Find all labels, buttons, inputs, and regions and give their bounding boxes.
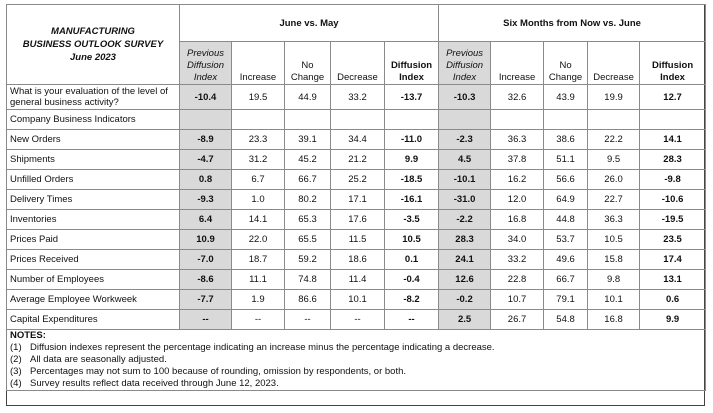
value-cell: 18.7 bbox=[232, 250, 285, 270]
value-cell: -19.5 bbox=[640, 210, 706, 230]
value-cell: 10.9 bbox=[180, 230, 232, 250]
indicator-row bbox=[7, 190, 706, 210]
value-cell: 23.3 bbox=[232, 130, 285, 150]
value-cell: 9.9 bbox=[640, 310, 706, 330]
value-cell: 28.3 bbox=[640, 150, 706, 170]
value-cell: -2.2 bbox=[439, 210, 491, 230]
value-cell: 44.8 bbox=[544, 210, 588, 230]
question-label: What is your evaluation of the level of general business activity? bbox=[7, 85, 180, 110]
value-cell: 12.6 bbox=[439, 270, 491, 290]
value-cell: 44.9 bbox=[285, 85, 331, 110]
value-cell: -18.5 bbox=[385, 170, 439, 190]
shaded-empty-cell bbox=[180, 110, 232, 130]
value-cell: 15.8 bbox=[588, 250, 640, 270]
value-cell: 32.6 bbox=[491, 85, 544, 110]
value-cell: 14.1 bbox=[640, 130, 706, 150]
indicator-row bbox=[7, 170, 706, 190]
value-cell: -8.2 bbox=[385, 290, 439, 310]
empty-cell bbox=[491, 110, 544, 130]
indicator-row bbox=[7, 290, 706, 310]
indicator-label: Inventories bbox=[7, 210, 180, 230]
note-item: (2) All data are seasonally adjusted. bbox=[10, 354, 167, 365]
indicator-row bbox=[7, 230, 706, 250]
value-cell: 56.6 bbox=[544, 170, 588, 190]
value-cell: 80.2 bbox=[285, 190, 331, 210]
value-cell: 31.2 bbox=[232, 150, 285, 170]
value-cell: 2.5 bbox=[439, 310, 491, 330]
empty-cell bbox=[285, 110, 331, 130]
value-cell: -- bbox=[385, 310, 439, 330]
value-cell: -9.8 bbox=[640, 170, 706, 190]
value-cell: 4.5 bbox=[439, 150, 491, 170]
value-cell: 10.7 bbox=[491, 290, 544, 310]
indicator-label: New Orders bbox=[7, 130, 180, 150]
survey-title-line: June 2023 bbox=[70, 52, 116, 63]
value-cell: -10.6 bbox=[640, 190, 706, 210]
value-cell: 36.3 bbox=[588, 210, 640, 230]
value-cell: 11.5 bbox=[331, 230, 385, 250]
value-cell: -2.3 bbox=[439, 130, 491, 150]
value-cell: 18.6 bbox=[331, 250, 385, 270]
value-cell: 6.7 bbox=[232, 170, 285, 190]
value-cell: 17.6 bbox=[331, 210, 385, 230]
indicator-label: Unfilled Orders bbox=[7, 170, 180, 190]
value-cell: 16.8 bbox=[588, 310, 640, 330]
value-cell: 43.9 bbox=[544, 85, 588, 110]
value-cell: 17.1 bbox=[331, 190, 385, 210]
section-label: Company Business Indicators bbox=[7, 110, 180, 130]
value-cell: 24.1 bbox=[439, 250, 491, 270]
indicator-row bbox=[7, 270, 706, 290]
empty-cell bbox=[385, 110, 439, 130]
value-cell: 36.3 bbox=[491, 130, 544, 150]
indicator-label: Delivery Times bbox=[7, 190, 180, 210]
value-cell: -- bbox=[232, 310, 285, 330]
section-row bbox=[7, 110, 706, 130]
survey-table bbox=[6, 4, 706, 391]
value-cell: -10.3 bbox=[439, 85, 491, 110]
value-cell: -10.4 bbox=[180, 85, 232, 110]
value-cell: 26.7 bbox=[491, 310, 544, 330]
col-header-increase: Increase bbox=[491, 42, 544, 85]
value-cell: 12.7 bbox=[640, 85, 706, 110]
value-cell: 51.1 bbox=[544, 150, 588, 170]
value-cell: 16.2 bbox=[491, 170, 544, 190]
indicator-label: Average Employee Workweek bbox=[7, 290, 180, 310]
indicator-row bbox=[7, 250, 706, 270]
group-header-future: Six Months from Now vs. June bbox=[439, 5, 706, 42]
value-cell: 66.7 bbox=[285, 170, 331, 190]
note-item: (4) Survey results reflect data received through June 12, 2023. bbox=[10, 378, 279, 389]
value-cell: -4.7 bbox=[180, 150, 232, 170]
value-cell: 9.5 bbox=[588, 150, 640, 170]
value-cell: 22.7 bbox=[588, 190, 640, 210]
col-header-previous-diffusion: Previous Diffusion Index bbox=[439, 42, 491, 85]
value-cell: 49.6 bbox=[544, 250, 588, 270]
value-cell: -11.0 bbox=[385, 130, 439, 150]
value-cell: 53.7 bbox=[544, 230, 588, 250]
col-header-no-change: No Change bbox=[285, 42, 331, 85]
value-cell: 6.4 bbox=[180, 210, 232, 230]
value-cell: -- bbox=[331, 310, 385, 330]
value-cell: 45.2 bbox=[285, 150, 331, 170]
notes-title: NOTES: bbox=[10, 330, 46, 341]
empty-cell bbox=[588, 110, 640, 130]
value-cell: -13.7 bbox=[385, 85, 439, 110]
value-cell: 74.8 bbox=[285, 270, 331, 290]
survey-title-line: MANUFACTURING bbox=[51, 26, 135, 37]
survey-title bbox=[7, 5, 180, 85]
value-cell: 17.4 bbox=[640, 250, 706, 270]
indicator-label: Capital Expenditures bbox=[7, 310, 180, 330]
value-cell: -7.7 bbox=[180, 290, 232, 310]
value-cell: 25.2 bbox=[331, 170, 385, 190]
value-cell: -31.0 bbox=[439, 190, 491, 210]
value-cell: 21.2 bbox=[331, 150, 385, 170]
notes-row bbox=[7, 330, 706, 391]
value-cell: 26.0 bbox=[588, 170, 640, 190]
value-cell: 22.2 bbox=[588, 130, 640, 150]
value-cell: 10.1 bbox=[331, 290, 385, 310]
question-row bbox=[7, 85, 706, 110]
header-row-groups bbox=[7, 5, 706, 42]
value-cell: 10.1 bbox=[588, 290, 640, 310]
indicator-row bbox=[7, 150, 706, 170]
col-header-increase: Increase bbox=[232, 42, 285, 85]
shaded-empty-cell bbox=[439, 110, 491, 130]
value-cell: -- bbox=[285, 310, 331, 330]
value-cell: 9.9 bbox=[385, 150, 439, 170]
value-cell: 59.2 bbox=[285, 250, 331, 270]
value-cell: 13.1 bbox=[640, 270, 706, 290]
value-cell: 0.6 bbox=[640, 290, 706, 310]
value-cell: 0.1 bbox=[385, 250, 439, 270]
group-header-current: June vs. May bbox=[180, 5, 439, 42]
value-cell: 0.8 bbox=[180, 170, 232, 190]
value-cell: 10.5 bbox=[385, 230, 439, 250]
value-cell: 11.1 bbox=[232, 270, 285, 290]
value-cell: 22.8 bbox=[491, 270, 544, 290]
empty-cell bbox=[232, 110, 285, 130]
value-cell: -8.6 bbox=[180, 270, 232, 290]
value-cell: -3.5 bbox=[385, 210, 439, 230]
col-header-diffusion-index: Diffusion Index bbox=[640, 42, 706, 85]
value-cell: 38.6 bbox=[544, 130, 588, 150]
value-cell: 37.8 bbox=[491, 150, 544, 170]
value-cell: -- bbox=[180, 310, 232, 330]
value-cell: 54.8 bbox=[544, 310, 588, 330]
value-cell: 86.6 bbox=[285, 290, 331, 310]
value-cell: 65.5 bbox=[285, 230, 331, 250]
indicator-row bbox=[7, 310, 706, 330]
value-cell: 65.3 bbox=[285, 210, 331, 230]
value-cell: 34.4 bbox=[331, 130, 385, 150]
value-cell: -16.1 bbox=[385, 190, 439, 210]
indicator-label: Prices Received bbox=[7, 250, 180, 270]
col-header-decrease: Decrease bbox=[588, 42, 640, 85]
value-cell: 34.0 bbox=[491, 230, 544, 250]
value-cell: 28.3 bbox=[439, 230, 491, 250]
note-item: (3) Percentages may not sum to 100 because of rounding, omission by respondents, or both. bbox=[10, 366, 407, 377]
value-cell: 19.5 bbox=[232, 85, 285, 110]
value-cell: 66.7 bbox=[544, 270, 588, 290]
value-cell: 12.0 bbox=[491, 190, 544, 210]
indicator-row bbox=[7, 130, 706, 150]
value-cell: -9.3 bbox=[180, 190, 232, 210]
value-cell: 16.8 bbox=[491, 210, 544, 230]
col-header-previous-diffusion: Previous Diffusion Index bbox=[180, 42, 232, 85]
value-cell: 64.9 bbox=[544, 190, 588, 210]
indicator-label: Prices Paid bbox=[7, 230, 180, 250]
value-cell: -8.9 bbox=[180, 130, 232, 150]
value-cell: 1.0 bbox=[232, 190, 285, 210]
indicator-label: Number of Employees bbox=[7, 270, 180, 290]
value-cell: -0.2 bbox=[439, 290, 491, 310]
value-cell: 1.9 bbox=[232, 290, 285, 310]
note-item: (1) Diffusion indexes represent the percentage indicating an increase minus the percentage indicating a decrease. bbox=[10, 342, 495, 353]
value-cell: 11.4 bbox=[331, 270, 385, 290]
value-cell: 10.5 bbox=[588, 230, 640, 250]
survey-title-line: BUSINESS OUTLOOK SURVEY bbox=[22, 39, 164, 50]
value-cell: 39.1 bbox=[285, 130, 331, 150]
value-cell: 9.8 bbox=[588, 270, 640, 290]
value-cell: 33.2 bbox=[491, 250, 544, 270]
notes-block bbox=[7, 330, 706, 391]
empty-cell bbox=[640, 110, 706, 130]
value-cell: -10.1 bbox=[439, 170, 491, 190]
value-cell: 33.2 bbox=[331, 85, 385, 110]
value-cell: 22.0 bbox=[232, 230, 285, 250]
value-cell: 23.5 bbox=[640, 230, 706, 250]
value-cell: 79.1 bbox=[544, 290, 588, 310]
col-header-decrease: Decrease bbox=[331, 42, 385, 85]
col-header-no-change: No Change bbox=[544, 42, 588, 85]
value-cell: -7.0 bbox=[180, 250, 232, 270]
value-cell: 14.1 bbox=[232, 210, 285, 230]
empty-cell bbox=[331, 110, 385, 130]
indicator-row bbox=[7, 210, 706, 230]
empty-cell bbox=[544, 110, 588, 130]
indicator-label: Shipments bbox=[7, 150, 180, 170]
value-cell: 19.9 bbox=[588, 85, 640, 110]
value-cell: -0.4 bbox=[385, 270, 439, 290]
col-header-diffusion-index: Diffusion Index bbox=[385, 42, 439, 85]
